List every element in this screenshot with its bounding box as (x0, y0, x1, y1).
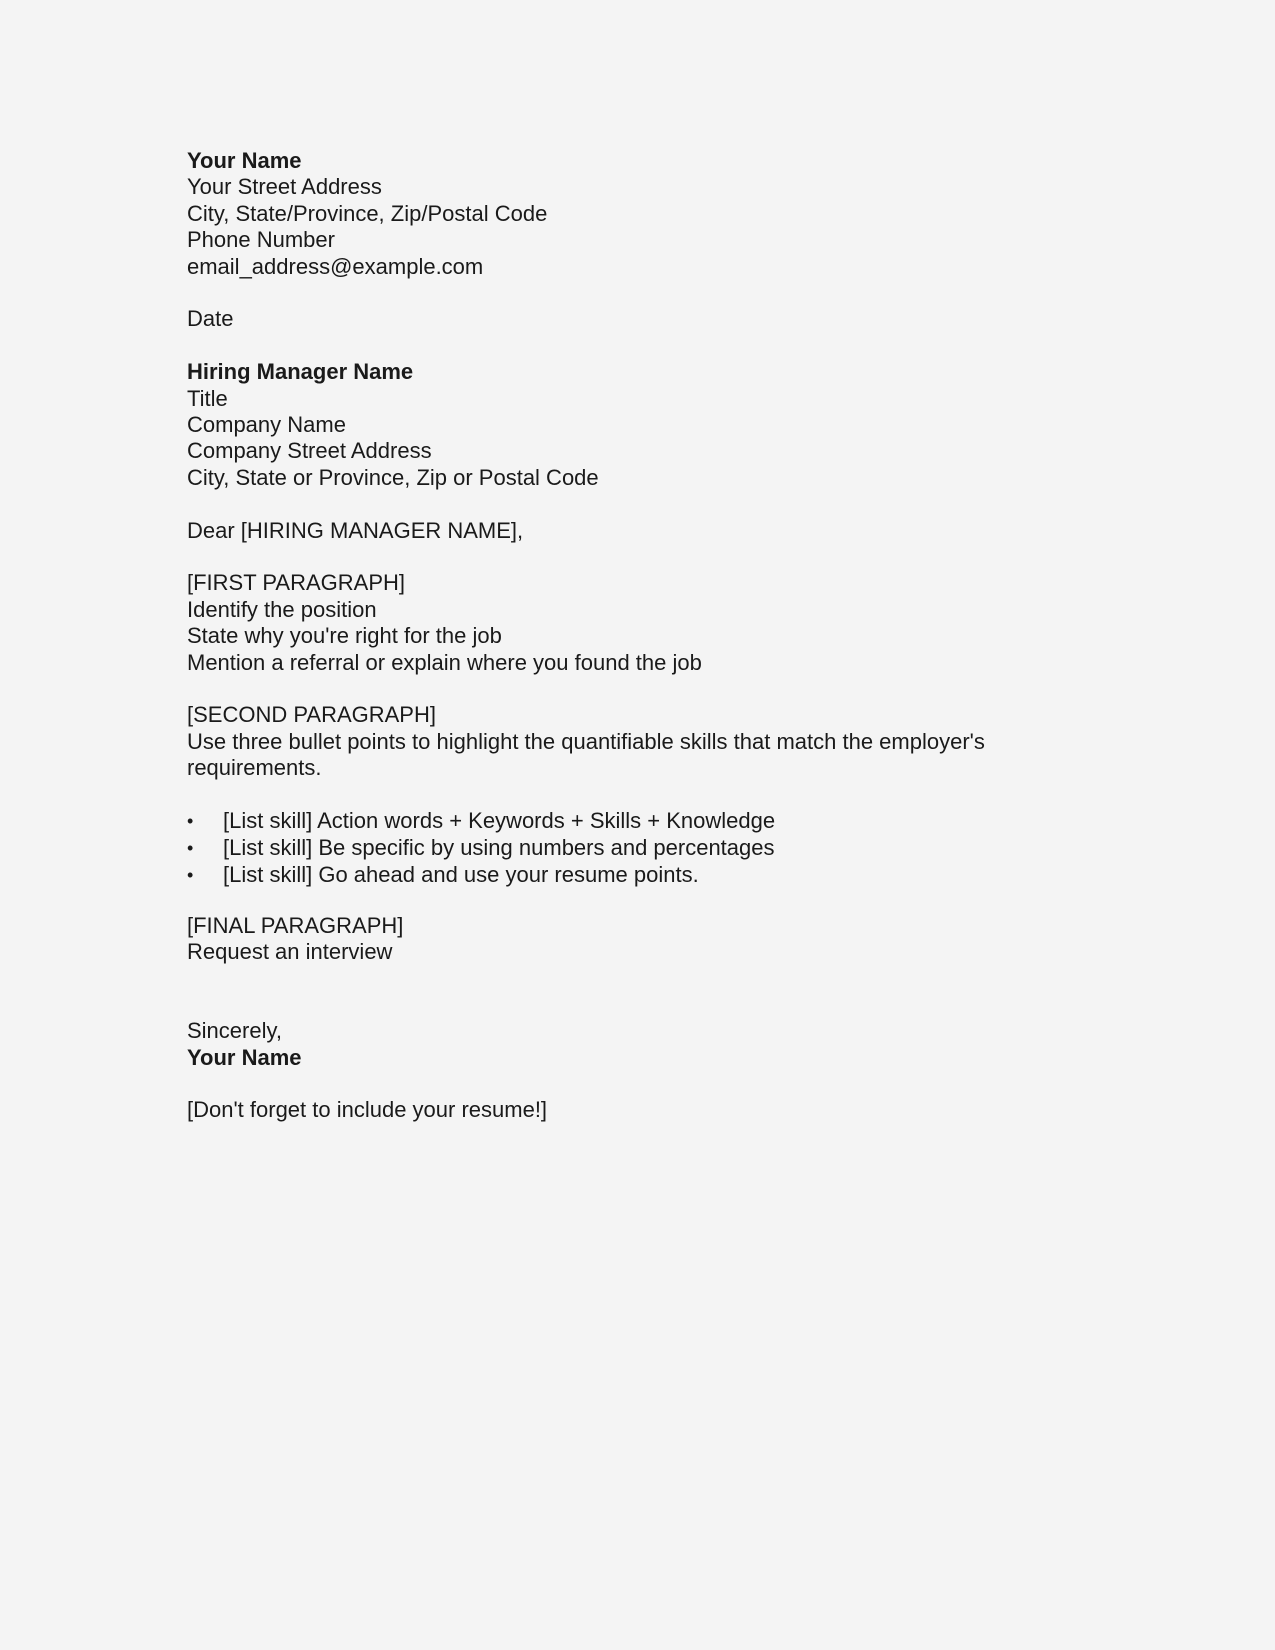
bullet-icon: • (187, 837, 194, 858)
sender-name: Your Name (187, 148, 302, 173)
skill-bullet (187, 808, 1087, 835)
closing-block (187, 1018, 1087, 1071)
skill-bullet-text: [List skill] Be specific by using numbers and percentages (223, 834, 775, 860)
skill-bullet (187, 862, 1087, 889)
sender-phone: Phone Number (187, 227, 335, 253)
sender-email: email_address@example.com (187, 253, 484, 279)
skill-bullet-text: [List skill] Go ahead and use your resume points. (223, 861, 699, 887)
first-paragraph-line: Identify the position (187, 596, 377, 622)
skill-bullet (187, 835, 1087, 862)
sender-city: City, State/Province, Zip/Postal Code (187, 200, 548, 226)
resume-reminder-note: [Don't forget to include your resume!] (187, 1097, 548, 1123)
final-paragraph-heading: [FINAL PARAGRAPH] (187, 912, 404, 938)
valediction: Sincerely, (187, 1018, 282, 1044)
sender-street: Your Street Address (187, 174, 382, 200)
cover-letter-template (187, 148, 1087, 1124)
closing-name: Your Name (187, 1044, 302, 1070)
recipient-city: City, State or Province, Zip or Postal Code (187, 464, 599, 490)
bullet-icon: • (187, 810, 194, 831)
bullet-icon: • (187, 864, 194, 885)
skill-bullet-text: [List skill] Action words + Keywords + Skills + Knowledge (223, 807, 776, 833)
skill-bullet-list (187, 808, 1087, 889)
letter-date: Date (187, 306, 234, 332)
second-paragraph-heading: [SECOND PARAGRAPH] (187, 702, 436, 728)
first-paragraph-line: Mention a referral or explain where you found the job (187, 649, 702, 675)
first-paragraph (187, 570, 1087, 676)
recipient-company: Company Name (187, 412, 346, 438)
recipient-block (187, 359, 1087, 491)
recipient-title: Title (187, 385, 228, 411)
recipient-street: Company Street Address (187, 438, 432, 464)
sender-block (187, 148, 1087, 280)
salutation: Dear [HIRING MANAGER NAME], (187, 517, 524, 543)
recipient-name: Hiring Manager Name (187, 359, 414, 385)
final-paragraph-text: Request an interview (187, 939, 393, 965)
first-paragraph-line: State why you're right for the job (187, 623, 502, 649)
first-paragraph-heading: [FIRST PARAGRAPH] (187, 570, 406, 596)
final-paragraph (187, 913, 1087, 966)
second-paragraph (187, 702, 1087, 888)
second-paragraph-text: Use three bullet points to highlight the quantifiable skills that match the employer's requirements. (187, 728, 985, 781)
